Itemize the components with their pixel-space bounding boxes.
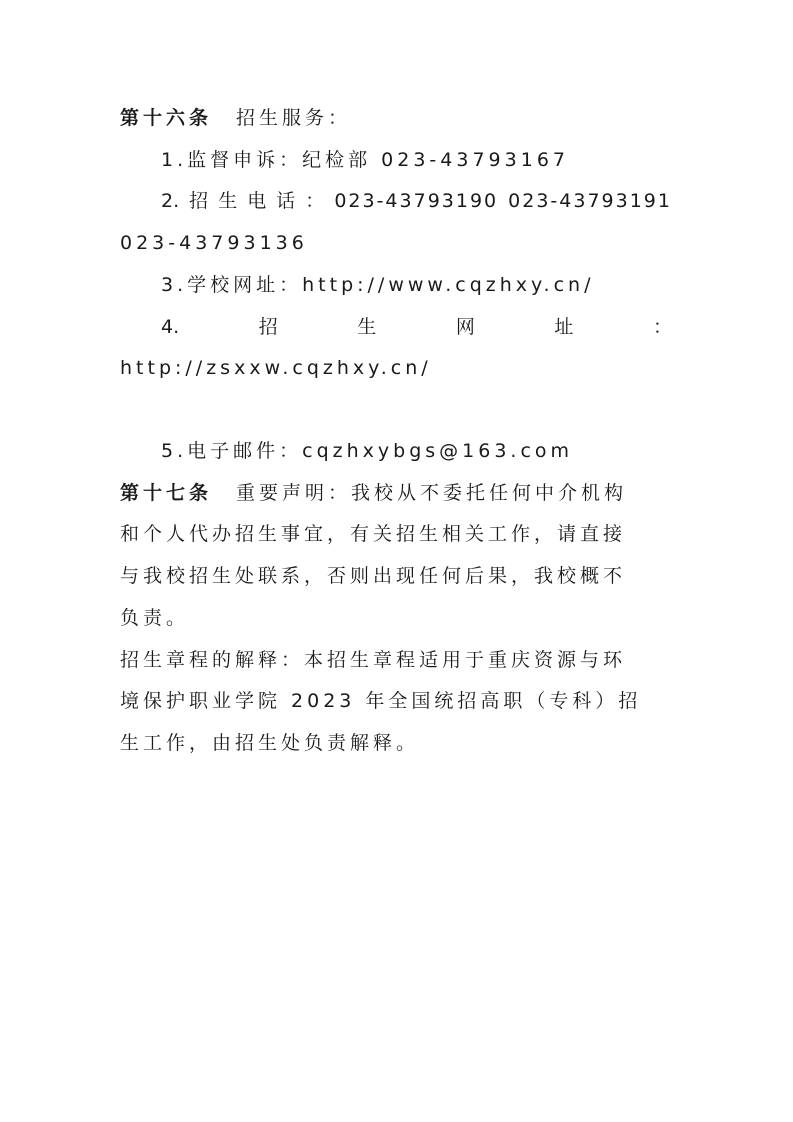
article-17-label: 第十七条 [120, 482, 213, 504]
interpretation-line: 生工作，由招生处负责解释。 [120, 732, 420, 754]
item-2-number: 2. [161, 190, 180, 212]
phone-number-3: 023-43793136 [120, 232, 308, 254]
item-2-colon: ： [305, 190, 325, 212]
item-4-colon: ： [652, 316, 672, 338]
phone-number-1: 023-43793190 [334, 190, 499, 212]
phone-number-2: 023-43793191 [508, 190, 672, 212]
item-2-char: 电 [247, 190, 267, 212]
article-17-first-line [120, 481, 672, 505]
interpretation-line: 境保护职业学院 2023 年全国统招高职（专科）招 [120, 690, 642, 712]
item-2-char: 招 [189, 190, 209, 212]
service-item-3: 3.学校网址：http://www.cqzhxy.cn/ [161, 274, 595, 296]
service-item-2 [161, 189, 672, 213]
service-item-5: 5.电子邮件：cqzhxybgs@163.com [161, 440, 574, 462]
article-17-line: 和个人代办招生事宜，有关招生相关工作，请直接 [120, 523, 627, 545]
item-4-char: 网 [455, 316, 475, 338]
article-16-label: 第十六条 [120, 107, 213, 129]
item-4-char: 招 [258, 316, 278, 338]
article-17-line: 负责。 [120, 607, 190, 629]
article-17-line: 与我校招生处联系，否则出现任何后果，我校概不 [120, 565, 627, 587]
item-4-number: 4. [161, 316, 180, 338]
article-16-title: 招生服务： [236, 107, 352, 129]
interpretation-line: 招生章程的解释：本招生章程适用于重庆资源与环 [120, 649, 627, 671]
item-4-char: 生 [357, 316, 377, 338]
item-4-char: 址 [554, 316, 574, 338]
article-17-text: 重要声明：我校从不委托任何中介机构 [236, 482, 628, 504]
service-item-1: 1.监督申诉：纪检部 023-43793167 [161, 149, 569, 171]
service-item-4 [161, 315, 672, 339]
article-16-heading-line [120, 106, 672, 130]
admission-site-url: http://zsxxw.cqzhxy.cn/ [120, 357, 432, 379]
item-2-char: 话 [276, 190, 296, 212]
item-2-char: 生 [218, 190, 238, 212]
